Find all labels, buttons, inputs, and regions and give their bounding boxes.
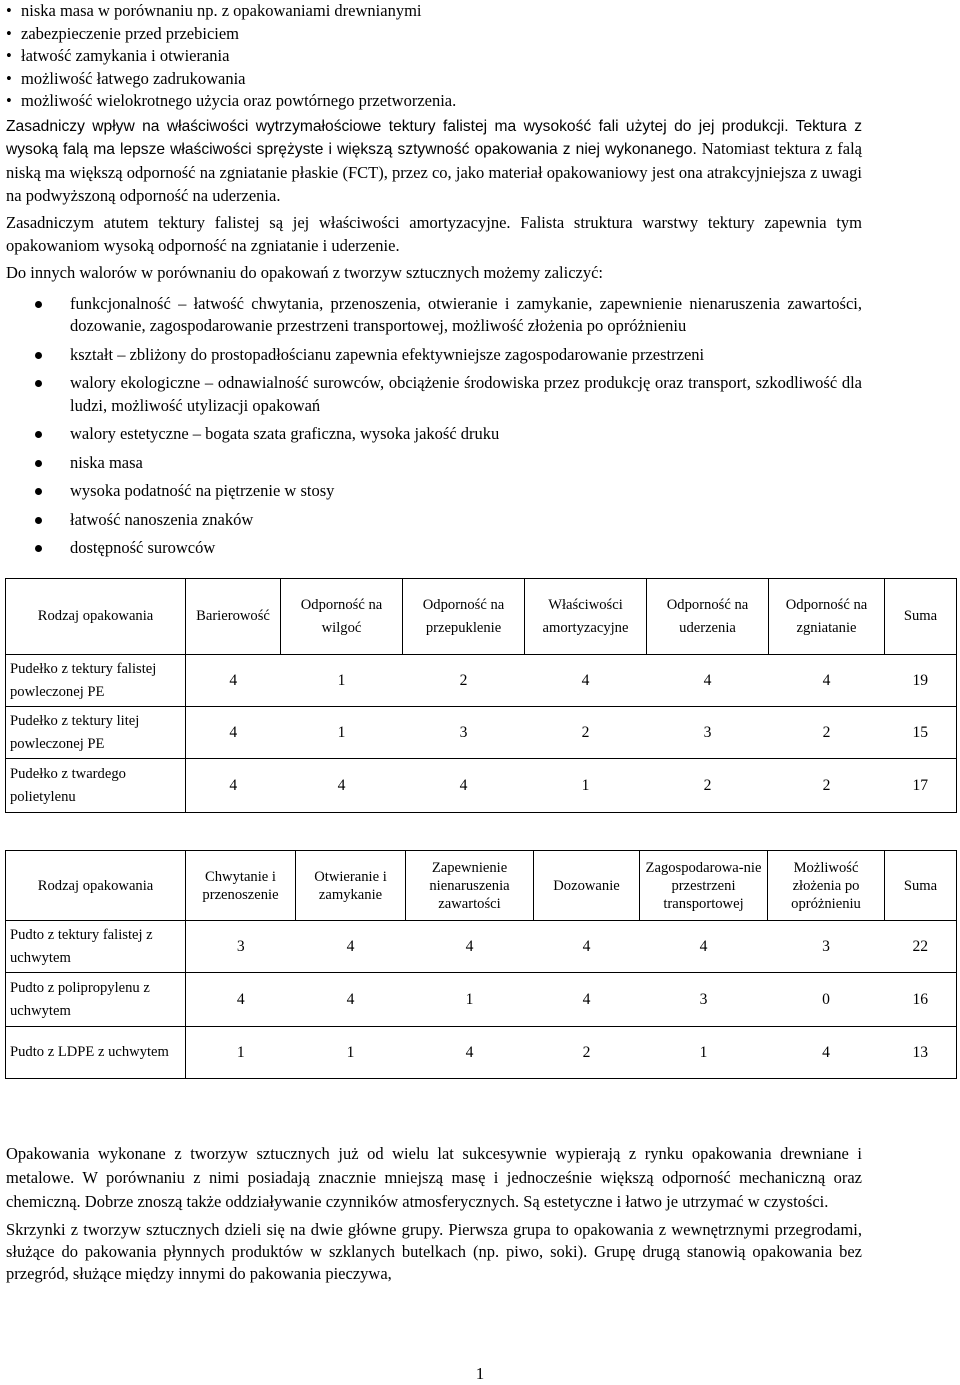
table-cell: 4 xyxy=(534,973,640,1027)
paragraph-tworzywa: Opakowania wykonane z tworzyw sztucznych już od wielu lat sukcesywnie wypierają z rynku opakowania drewniane i metalowe. W porównaniu z nimi posiadają znacznie mniejszą masę i jednocześnie większą odporność mechaniczną oraz chemiczną. Dobrze znoszą także oddziaływanie czynników atmosferycznych. Są estetyczne i łatwo je utrzymać w czystości. xyxy=(6,1144,862,1211)
table-row xyxy=(6,707,957,759)
list-item: walory estetyczne – bogata szata graficzna, wysoka jakość druku xyxy=(6,423,862,446)
table-header: Rodzaj opakowania xyxy=(6,851,186,921)
bullet-icon xyxy=(35,352,42,359)
table-header: Chwytanie i przenoszenie xyxy=(186,851,296,921)
table-cell: 1 xyxy=(640,1027,768,1079)
table-cell: 19 xyxy=(885,655,957,707)
table-header: Odporność na przepuklenie xyxy=(403,579,525,655)
table-cell: 4 xyxy=(281,759,403,813)
bullet-icon xyxy=(35,488,42,495)
table-cell: 2 xyxy=(525,707,647,759)
table-header: Możliwość złożenia po opróżnieniu xyxy=(768,851,885,921)
row-label: Pudełko z tektury falistej powleczonej PE xyxy=(6,655,186,707)
table-cell: 4 xyxy=(186,973,296,1027)
table-cell: 1 xyxy=(186,1027,296,1079)
comparison-table-2 xyxy=(5,850,957,1079)
table-header: Rodzaj opakowania xyxy=(6,579,186,655)
list-item: • łatwość zamykania i otwierania xyxy=(6,45,862,68)
table-cell: 1 xyxy=(281,655,403,707)
table-header: Suma xyxy=(885,851,957,921)
table-header: Właściwości amortyzacyjne xyxy=(525,579,647,655)
paragraph-sans-text: Zasadniczy wpływ na właściwości wytrzymałościowe tektury falistej ma wysokość fali użytej do jej produkcji. Tektura z wysoką falą ma lepsze właściwości sprężyste i większą sztywność opakowania z niej wykonanego. xyxy=(6,117,862,159)
page-number: 1 xyxy=(475,1364,485,1383)
paragraph-skrzynki: Skrzynki z tworzyw sztucznych dzieli się na dwie główne grupy. Pierwsza grupa to opakowania z wewnętrznymi przegrodami, służące do pakowania płynnych produktów w szklanych butelkach (np. piwo, soki). Grupę drugą stanowią opakowania bez przegród, służące między innymi do pakowania pieczywa, xyxy=(6,1220,862,1283)
list-item: niska masa xyxy=(6,452,862,475)
table-cell: 3 xyxy=(768,921,885,973)
table-cell: 0 xyxy=(768,973,885,1027)
table-row xyxy=(6,759,957,813)
bullet-icon xyxy=(35,545,42,552)
list-item: łatwość nanoszenia znaków xyxy=(6,509,862,532)
row-label: Pudełko z twardego polietylenu xyxy=(6,759,186,813)
table-header: Odporność na wilgoć xyxy=(281,579,403,655)
table-header-row xyxy=(6,579,957,655)
table-row xyxy=(6,1027,957,1079)
bullet-icon xyxy=(35,301,42,308)
paragraph-intro-walory: Do innych walorów w porównaniu do opakowań z tworzyw sztucznych możemy zaliczyć: xyxy=(6,263,604,283)
table-header: Otwieranie i zamykanie xyxy=(296,851,406,921)
comparison-table-1 xyxy=(5,578,957,813)
document-body xyxy=(6,0,862,566)
bullet-icon xyxy=(35,380,42,387)
table-cell: 4 xyxy=(768,1027,885,1079)
table-cell: 3 xyxy=(186,921,296,973)
table-cell: 1 xyxy=(406,973,534,1027)
table-row xyxy=(6,921,957,973)
table-header-row xyxy=(6,851,957,921)
row-label: Pudto z polipropylenu z uchwytem xyxy=(6,973,186,1027)
walory-bullet-list xyxy=(6,293,862,560)
table-cell: 17 xyxy=(885,759,957,813)
table-cell: 1 xyxy=(525,759,647,813)
top-bullet-list xyxy=(6,0,862,113)
list-item: wysoka podatność na piętrzenie w stosy xyxy=(6,480,862,503)
table-cell: 4 xyxy=(525,655,647,707)
table-cell: 1 xyxy=(296,1027,406,1079)
table-cell: 15 xyxy=(885,707,957,759)
closing-section xyxy=(6,1142,862,1285)
table-cell: 22 xyxy=(885,921,957,973)
table-cell: 4 xyxy=(640,921,768,973)
table-cell: 4 xyxy=(647,655,769,707)
table-cell: 2 xyxy=(769,707,885,759)
table-row xyxy=(6,973,957,1027)
paragraph-fala xyxy=(6,115,862,208)
table-cell: 4 xyxy=(296,921,406,973)
table-cell: 4 xyxy=(186,759,281,813)
table-cell: 2 xyxy=(769,759,885,813)
table-cell: 3 xyxy=(640,973,768,1027)
table-cell: 2 xyxy=(647,759,769,813)
list-item: • możliwość łatwego zadrukowania xyxy=(6,68,862,91)
paragraph-amortyzacja: Zasadniczym atutem tektury falistej są jej właściwości amortyzacyjne. Falista struktura warstwy tektury zapewnia tym opakowaniom wysoką odporność na zgniatanie i uderzenie. xyxy=(6,213,862,255)
table-cell: 4 xyxy=(296,973,406,1027)
table-header: Zapewnienie nienaruszenia zawartości xyxy=(406,851,534,921)
table-cell: 4 xyxy=(769,655,885,707)
table-header: Barierowość xyxy=(186,579,281,655)
table-cell: 4 xyxy=(403,759,525,813)
bullet-icon xyxy=(35,431,42,438)
table-header: Dozowanie xyxy=(534,851,640,921)
table-header: Zagospodarowa-nie przestrzeni transportowej xyxy=(640,851,768,921)
table-cell: 2 xyxy=(403,655,525,707)
list-item: • zabezpieczenie przed przebiciem xyxy=(6,23,862,46)
list-item: funkcjonalność – łatwość chwytania, przenoszenia, otwieranie i zamykanie, zapewnienie nienaruszenia zawartości, dozowanie, zagospodarowanie przestrzeni transportowej, możliwość złożenia po opróżnieniu xyxy=(6,293,862,338)
table-cell: 3 xyxy=(647,707,769,759)
table-header: Odporność na uderzenia xyxy=(647,579,769,655)
table-cell: 1 xyxy=(281,707,403,759)
table-cell: 3 xyxy=(403,707,525,759)
list-item: • możliwość wielokrotnego użycia oraz powtórnego przetworzenia. xyxy=(6,90,862,113)
table-cell: 13 xyxy=(885,1027,957,1079)
row-label: Pudełko z tektury litej powleczonej PE xyxy=(6,707,186,759)
row-label: Pudto z LDPE z uchwytem xyxy=(6,1027,186,1079)
table-header: Suma xyxy=(885,579,957,655)
table-cell: 4 xyxy=(534,921,640,973)
table-cell: 4 xyxy=(186,655,281,707)
list-item: • niska masa w porównaniu np. z opakowaniami drewnianymi xyxy=(6,0,862,23)
paragraph-serif-text: Natomiast tektura z falą niską ma większą odporność na zgniatanie płaskie (FCT), przez co, jako materiał opakowaniowy jest ona atrakcyjniejsza z uwagi na podwyższoną odporność na uderzenia. xyxy=(6,139,863,205)
table-cell: 4 xyxy=(186,707,281,759)
list-item: dostępność surowców xyxy=(6,537,862,560)
list-item: kształt – zbliżony do prostopadłościanu zapewnia efektywniejsze zagospodarowanie przestrzeni xyxy=(6,344,862,367)
row-label: Pudto z tektury falistej z uchwytem xyxy=(6,921,186,973)
bullet-icon xyxy=(35,460,42,467)
table-cell: 16 xyxy=(885,973,957,1027)
table-cell: 4 xyxy=(406,1027,534,1079)
table-cell: 4 xyxy=(406,921,534,973)
bullet-icon xyxy=(35,517,42,524)
list-item: walory ekologiczne – odnawialność surowców, obciążenie środowiska przez produkcję oraz transport, szkodliwość dla ludzi, możliwość utylizacji opakowań xyxy=(6,372,862,417)
table-cell: 2 xyxy=(534,1027,640,1079)
table-row xyxy=(6,655,957,707)
table-header: Odporność na zgniatanie xyxy=(769,579,885,655)
